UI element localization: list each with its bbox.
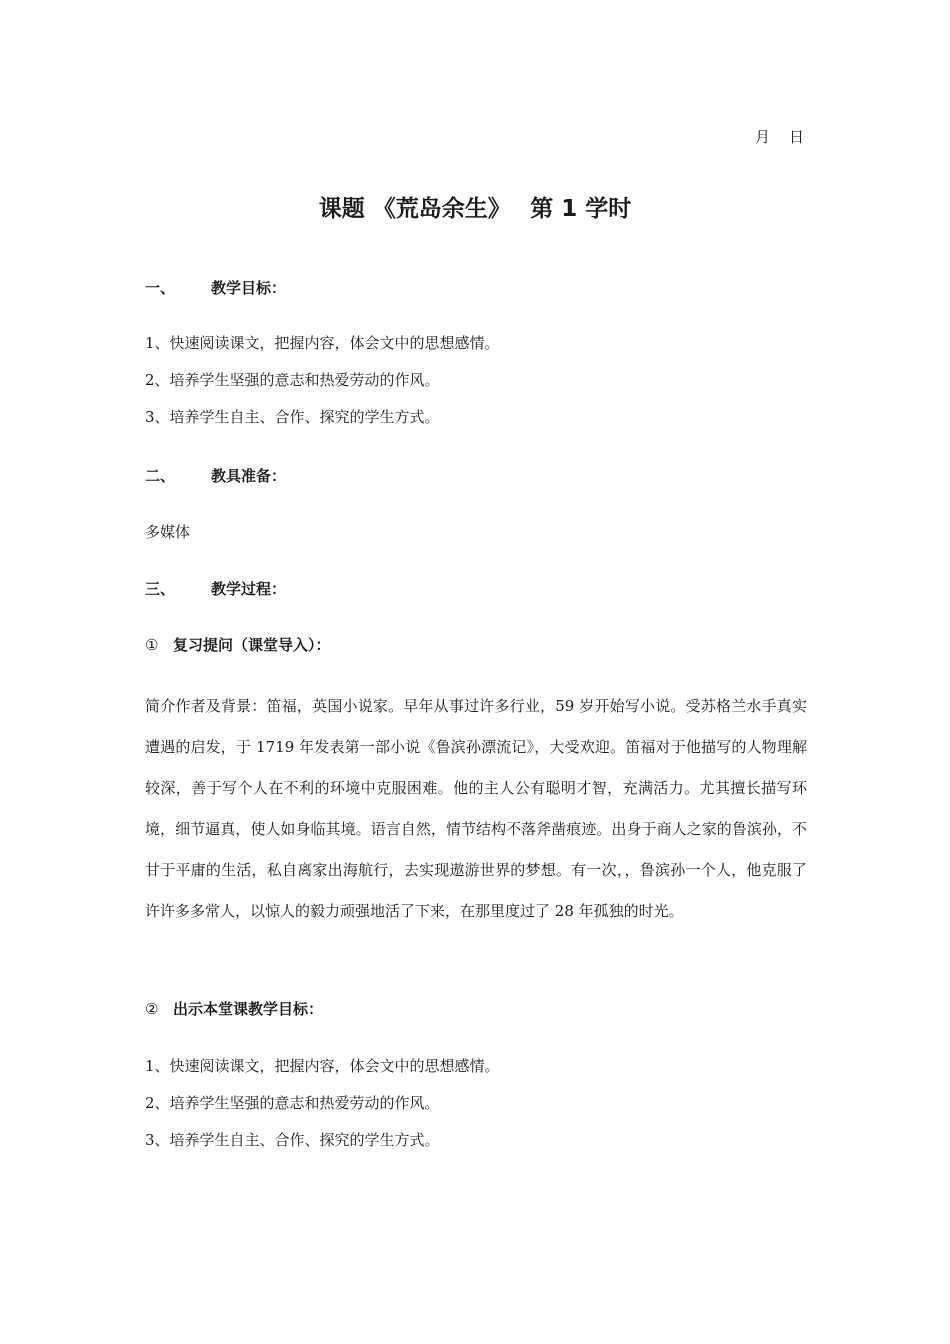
author-background-paragraph: 简介作者及背景：笛福，英国小说家。早年从事过许多行业，59 岁开始写小说。受苏格兰水手真实遭遇的启发，于 1719 年发表第一部小说《鲁滨孙漂流记》，大受欢迎。笛福对于他描写的人物理解较深，善于写个人在不利的环境中克服困难。他的主人公有聪明才智，充满活力。尤其擅长描写环境，细节逼真，使人如身临其境。语言自然，情节结构不落斧凿痕迹。出身于商人之家的鲁滨孙，不甘于平庸的生活，私自离家出海航行，去实现遨游世界的梦想。有一次，，鲁滨孙一个人，他克服了许许多多常人，以惊人的毅力顽强地活了下来，在那里度过了 28 年孤独的时光。	[145, 697, 807, 920]
goal-item-3: 3、培养学生自主、合作、探究的学生方式。	[145, 408, 440, 426]
section-heading-tools	[145, 465, 286, 486]
lesson-goal-item-1: 1、快速阅读课文，把握内容，体会文中的思想感情。	[145, 1057, 500, 1075]
date-line: 月 日	[754, 128, 806, 146]
lesson-goal-item-3: 3、培养学生自主、合作、探究的学生方式。	[145, 1131, 440, 1149]
step-heading-review	[145, 634, 331, 655]
step-marker: ②	[145, 1000, 159, 1018]
step-marker: ①	[145, 636, 159, 654]
section-label: 教具准备：	[211, 467, 287, 485]
goal-item-2: 2、培养学生坚强的意志和热爱劳动的作风。	[145, 371, 440, 389]
section-heading-goals	[145, 277, 286, 298]
step-heading-goals	[145, 998, 323, 1019]
section-number: 三、	[145, 580, 176, 598]
section-number: 二、	[145, 467, 176, 485]
lesson-goal-item-2: 2、培养学生坚强的意志和热爱劳动的作风。	[145, 1094, 440, 1112]
step-label: 复习提问（课堂导入）：	[173, 636, 331, 654]
section-heading-process	[145, 578, 286, 599]
tools-text: 多媒体	[145, 523, 191, 541]
page-title: 课题 《荒岛余生》 第 1 学时	[318, 196, 632, 222]
section-label: 教学过程：	[211, 580, 287, 598]
goal-item-1: 1、快速阅读课文，把握内容，体会文中的思想感情。	[145, 334, 500, 352]
step-label: 出示本堂课教学目标：	[173, 1000, 324, 1018]
section-number: 一、	[145, 279, 176, 297]
section-label: 教学目标：	[211, 279, 287, 297]
